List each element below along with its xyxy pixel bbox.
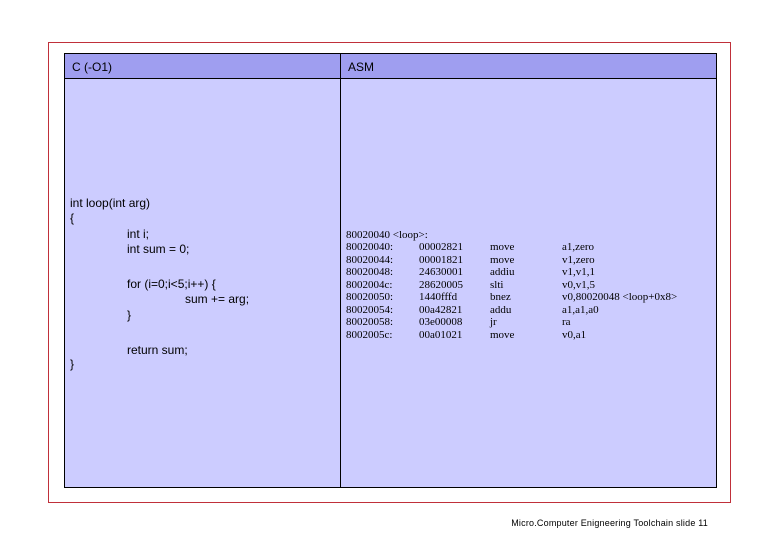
asm-hex: 00a42821: [419, 303, 463, 316]
c-code-line: int loop(int arg): [70, 196, 151, 210]
asm-hex: 03e00008: [419, 316, 463, 328]
c-code-line: int sum = 0;: [127, 242, 190, 256]
asm-opcode: move: [490, 253, 515, 266]
asm-operands: v0,80020048 <loop+0x8>: [562, 291, 678, 303]
asm-hex: 00002821: [419, 241, 463, 253]
c-code-line: for (i=0;i<5;i++) {: [127, 277, 216, 291]
asm-address: 8002004c:: [346, 278, 393, 291]
asm-operands: v0,v1,5: [562, 278, 595, 291]
asm-address: 8002005c:: [346, 328, 393, 341]
asm-hex: 00a01021: [419, 328, 463, 341]
asm-address: 80020044:: [346, 253, 394, 266]
slide-footer: Micro.Computer Enigneering Toolchain slide 11: [511, 518, 708, 528]
asm-opcode: move: [490, 241, 515, 253]
asm-hex: 1440fffd: [419, 291, 458, 303]
asm-code-panel: [340, 78, 717, 488]
asm-operands: a1,a1,a0: [562, 303, 599, 316]
c-code-line: sum += arg;: [185, 292, 250, 306]
c-code-line: return sum;: [127, 343, 188, 357]
asm-opcode: bnez: [490, 291, 511, 303]
asm-opcode: jr: [490, 316, 497, 328]
asm-opcode: addu: [490, 303, 512, 316]
asm-opcode: addiu: [490, 266, 515, 278]
asm-address: 80020048:: [346, 266, 394, 278]
asm-operands: ra: [562, 316, 571, 328]
asm-hex: 24630001: [419, 266, 463, 278]
asm-function-label: 80020040 <loop>:: [346, 229, 428, 241]
asm-operands: v1,zero: [562, 253, 595, 266]
asm-address: 80020058:: [346, 316, 394, 328]
c-code-line: }: [70, 357, 75, 371]
asm-operands: v0,a1: [562, 328, 587, 341]
c-code-line: int i;: [127, 227, 150, 241]
asm-address: 80020050:: [346, 291, 394, 303]
asm-column-header: ASM: [340, 53, 717, 79]
asm-hex: 00001821: [419, 253, 463, 266]
asm-opcode: slti: [490, 278, 504, 291]
asm-operands: a1,zero: [562, 241, 595, 253]
asm-opcode: move: [490, 328, 515, 341]
asm-hex: 28620005: [419, 278, 463, 291]
asm-address: 80020054:: [346, 303, 394, 316]
c-column-header: C (-O1): [64, 53, 341, 79]
asm-address: 80020040:: [346, 241, 394, 253]
c-code-line: }: [127, 308, 132, 322]
c-code-line: {: [70, 211, 75, 225]
asm-operands: v1,v1,1: [562, 266, 595, 278]
